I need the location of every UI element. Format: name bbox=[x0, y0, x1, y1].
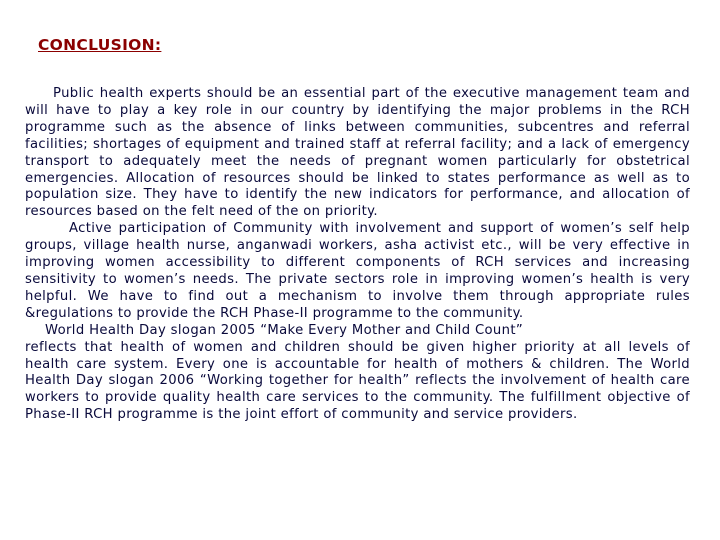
paragraph-slogan-reflection: reflects that health of women and children should be given higher priority at all levels of health care system. Every one is accountable for health of mothers & children. The World Health Day slogan 2006 “Working together for health” reflects the involvement of health care workers to provide quality health care services to the community. The fulfillment objective of Phase-II RCH programme is the joint effort of community and service providers. bbox=[25, 339, 690, 423]
paragraph-slogan-2005: World Health Day slogan 2005 “Make Every Mother and Child Count” bbox=[45, 322, 524, 338]
conclusion-heading: CONCLUSION: bbox=[38, 36, 162, 54]
paragraph-public-health-experts: Public health experts should be an essential part of the executive management team and will have to play a key role in our country by identifying the major problems in the RCH programme such as the absence of links between communities, subcentres and referral facilities; shortages of equipment and trained staff at referral facility; and a lack of emergency transport to adequately meet the needs of pregnant women particularly for obstetrical emergencies. Allocation of resources should be linked to states performance as well as to population size. They have to identify the new indicators for performance, and allocation of resources based on the felt need of the on priority. bbox=[25, 86, 690, 220]
paragraph-community-participation: Active participation of Community with involvement and support of women’s self help groups, village health nurse, anganwadi workers, asha activist etc., will be very effective in improving women accessibility to different components of RCH services and increasing sensitivity to women’s needs. The private sectors role in improving women’s health is very helpful. We have to find out a mechanism to involve them through appropriate rules &regulations to provide the RCH Phase-II programme to the community. bbox=[25, 221, 690, 321]
conclusion-body bbox=[25, 86, 690, 424]
